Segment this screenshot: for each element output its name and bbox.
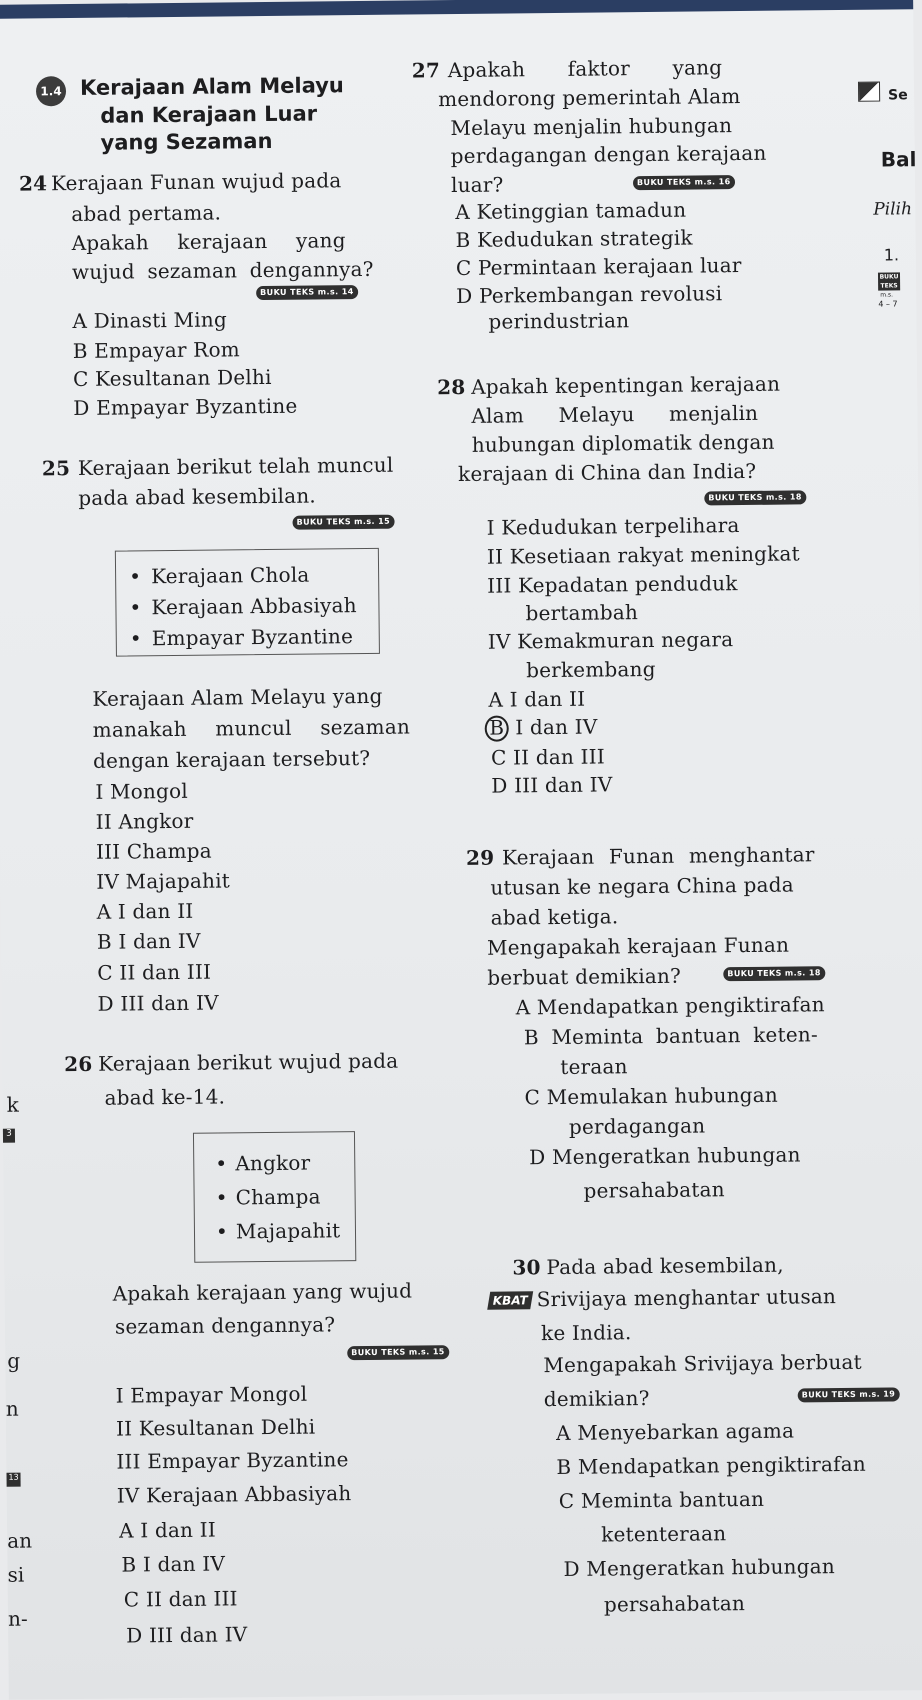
q28-option-d: D III dan IV — [491, 772, 613, 798]
q28-marked-answer-circle: B — [485, 715, 509, 741]
q28-option-b — [489, 715, 598, 742]
q26-line-2: abad ke-14. — [104, 1084, 226, 1110]
q25-line-2: pada abad kesembilan. — [78, 483, 317, 510]
left-margin-fragment-n-dash: n- — [7, 1606, 28, 1631]
q27-option-c: C Permintaan kerajaan luar — [455, 253, 742, 281]
q30-option-b: B Mendapatkan pengiktirafan — [556, 1451, 866, 1480]
q28-option-b-text: I dan IV — [515, 714, 598, 740]
q25-statement-3: III Champa — [95, 838, 212, 864]
q27-line-4: perdagangan dengan kerajaan — [450, 140, 767, 169]
q30-option-d-cont: persahabatan — [603, 1591, 746, 1617]
q26-textbook-badge: BUKU TEKS m.s. 15 — [347, 1345, 449, 1360]
q28-option-c: C II dan III — [490, 744, 606, 770]
right-margin-fragment-bal: Bal — [880, 147, 917, 172]
q28-textbook-badge: BUKU TEKS m.s. 18 — [704, 490, 806, 505]
q29-option-a: A Mendapatkan pengiktirafan — [515, 992, 825, 1020]
page-top-band — [0, 0, 913, 19]
left-margin-fragment-k: k — [6, 1092, 19, 1117]
right-margin-textbook-badge — [878, 272, 900, 290]
q28-statement-1: I Kedudukan terpelihara — [486, 513, 740, 540]
q29-line-5: berbuat demikian? — [487, 963, 682, 990]
right-margin-badge-word-1: BUKU — [879, 273, 899, 281]
section-title-line-1: Kerajaan Alam Melayu — [79, 73, 344, 100]
q29-line-1: Kerajaan Funan menghantar — [501, 842, 815, 870]
section-title-line-2: dan Kerajaan Luar — [100, 101, 318, 128]
right-margin-book-icon — [858, 82, 880, 102]
q30-option-d: D Mengeratkan hubungan — [563, 1554, 836, 1581]
q30-kbat-badge: KBAT — [487, 1291, 533, 1309]
q24-number: 24 — [18, 171, 48, 196]
q24-question-line-1: Apakah kerajaan yang — [71, 228, 346, 256]
q27-line-5: luar? — [450, 172, 504, 198]
q26-statement-1: I Empayar Mongol — [115, 1381, 308, 1408]
q29-option-b: B Meminta bantuan keten- — [523, 1022, 818, 1050]
q26-statement-3: III Empayar Byzantine — [116, 1447, 349, 1474]
q26-bullet-3: • — [215, 1219, 228, 1244]
q25-question-line-1: Kerajaan Alam Melayu yang — [92, 683, 383, 711]
q30-line-1: Pada abad kesembilan, — [546, 1252, 784, 1280]
q25-question-line-2: manakah muncul sezaman — [92, 714, 411, 742]
q27-line-3: Melayu menjalin hubungan — [450, 113, 733, 141]
q26-option-d: D III dan IV — [126, 1622, 248, 1648]
q24-option-c: C Kesultanan Delhi — [72, 364, 272, 392]
q26-option-b: B I dan IV — [121, 1551, 226, 1577]
q28-option-a: A I dan II — [488, 686, 586, 712]
q30-number: 30 — [512, 1255, 541, 1280]
q27-option-a: A Ketinggian tamadun — [455, 197, 687, 225]
q25-textbook-badge: BUKU TEKS m.s. 15 — [292, 515, 394, 530]
q24-option-b: B Empayar Rom — [72, 337, 241, 364]
q25-statement-2: II Angkor — [95, 808, 194, 834]
q26-statement-4: IV Kerajaan Abbasiyah — [116, 1481, 352, 1508]
q25-statement-4: IV Majapahit — [96, 868, 231, 894]
q27-textbook-badge: BUKU TEKS m.s. 16 — [633, 175, 735, 190]
q24-option-d: D Empayar Byzantine — [73, 393, 298, 421]
q30-line-3: ke India. — [540, 1320, 632, 1346]
q25-line-1: Kerajaan berikut telah muncul — [77, 452, 394, 480]
q26-question-line-2: sezaman dengannya? — [114, 1312, 336, 1339]
q28-statement-4: IV Kemakmuran negara — [487, 627, 734, 654]
q25-option-d: D III dan IV — [97, 990, 219, 1016]
q29-textbook-badge: BUKU TEKS m.s. 18 — [723, 966, 825, 981]
section-title-line-3: yang Sezaman — [100, 128, 273, 155]
q25-box-item-2: Kerajaan Abbasiyah — [151, 593, 357, 620]
q29-line-3: abad ketiga. — [490, 904, 619, 930]
q29-option-d-cont: persahabatan — [583, 1177, 725, 1203]
q28-statement-3: III Kepadatan penduduk — [487, 571, 738, 598]
q29-option-c: C Memulakan hubungan — [524, 1082, 779, 1110]
q26-bullet-2: • — [215, 1185, 228, 1210]
left-margin-number-13: 13 — [6, 1473, 20, 1487]
q29-option-c-cont: perdagangan — [568, 1113, 706, 1139]
q30-option-a: A Menyebarkan agama — [555, 1418, 795, 1446]
q27-option-d: D Perkembangan revolusi — [456, 281, 723, 309]
q25-bullet-3: • — [129, 626, 142, 651]
q30-line-4: Mengapakah Srivijaya berbuat — [543, 1349, 862, 1378]
q27-number: 27 — [411, 58, 441, 83]
q30-line-2: Srivijaya menghantar utusan — [536, 1284, 837, 1312]
q27-line-1: Apakah faktor yang — [447, 55, 723, 83]
right-margin-badge-ms: m.s. — [880, 291, 894, 299]
q27-line-2: mendorong pemerintah Alam — [438, 84, 741, 112]
q28-statement-2: II Kesetiaan rakyat meningkat — [486, 541, 800, 569]
q28-line-2: Alam Melayu menjalin — [471, 400, 759, 428]
q25-option-a: A I dan II — [96, 898, 194, 924]
q25-box-item-1: Kerajaan Chola — [150, 562, 310, 589]
q25-option-c: C II dan III — [97, 959, 212, 985]
q26-question-line-1: Apakah kerajaan yang wujud — [112, 1278, 413, 1306]
q30-option-c-cont: ketenteraan — [601, 1521, 727, 1547]
q25-option-b: B I dan IV — [96, 928, 201, 954]
q25-bullet-1: • — [128, 564, 142, 589]
q26-option-a: A I dan II — [118, 1517, 217, 1543]
q25-box-item-3: Empayar Byzantine — [151, 624, 354, 651]
q26-box-item-2: Champa — [235, 1184, 321, 1210]
q24-line-2: abad pertama. — [71, 200, 222, 227]
q26-box-item-3: Majapahit — [235, 1218, 341, 1244]
q29-option-d: D Mengeratkan hubungan — [529, 1142, 801, 1170]
q29-line-4: Mengapakah kerajaan Funan — [486, 932, 790, 960]
q25-statement-1: I Mongol — [95, 778, 188, 804]
q26-line-1: Kerajaan berikut wujud pada — [98, 1048, 399, 1076]
q28-statement-4-cont: berkembang — [525, 656, 656, 683]
left-margin-fragment-si: si — [7, 1562, 25, 1587]
q25-question-line-3: dengan kerajaan tersebut? — [92, 745, 371, 773]
q28-line-4: kerajaan di China dan India? — [457, 458, 757, 486]
q29-number: 29 — [465, 845, 495, 870]
q25-number: 25 — [41, 456, 71, 481]
right-margin-badge-word-2: TEKS — [880, 282, 898, 290]
q26-box-item-1: Angkor — [235, 1150, 311, 1176]
q24-textbook-badge: BUKU TEKS m.s. 14 — [256, 285, 358, 300]
q24-option-a: A Dinasti Ming — [72, 307, 228, 334]
right-margin-badge-pages: 4 – 7 — [878, 299, 898, 309]
q28-line-1: Apakah kepentingan kerajaan — [471, 371, 781, 399]
q27-option-d-cont: perindustrian — [488, 308, 630, 334]
left-margin-fragment-an: an — [7, 1528, 33, 1553]
q30-line-5: demikian? — [543, 1386, 650, 1412]
q30-option-c: C Meminta bantuan — [558, 1486, 765, 1514]
right-margin-fragment-se: Se — [888, 87, 908, 104]
left-margin-fragment-n: n — [5, 1396, 19, 1421]
q26-bullet-1: • — [215, 1151, 228, 1176]
section-number-badge: 1.4 — [36, 76, 66, 106]
q26-option-c: C II dan III — [123, 1586, 238, 1612]
q28-line-3: hubungan diplomatik dengan — [471, 429, 775, 457]
q29-option-b-cont: teraan — [560, 1054, 628, 1079]
left-margin-number-3: 3 — [3, 1129, 15, 1143]
q29-line-2: utusan ke negara China pada — [490, 872, 794, 900]
q28-number: 28 — [437, 374, 466, 400]
q24-question-line-2: wujud sezaman dengannya? — [71, 256, 374, 285]
left-margin-fragment-g: g — [7, 1348, 21, 1373]
q30-textbook-badge: BUKU TEKS m.s. 19 — [798, 1387, 900, 1402]
q26-statement-2: II Kesultanan Delhi — [115, 1414, 316, 1441]
right-margin-fragment-pilih: Pilih — [873, 199, 913, 220]
right-margin-fragment-1: 1. — [883, 245, 900, 265]
q28-statement-3-cont: bertambah — [525, 600, 639, 626]
q25-bullet-2: • — [129, 595, 142, 620]
q27-option-b: B Kedudukan strategik — [455, 225, 693, 253]
q26-number: 26 — [64, 1051, 93, 1077]
q24-line-1: Kerajaan Funan wujud pada — [50, 168, 342, 196]
